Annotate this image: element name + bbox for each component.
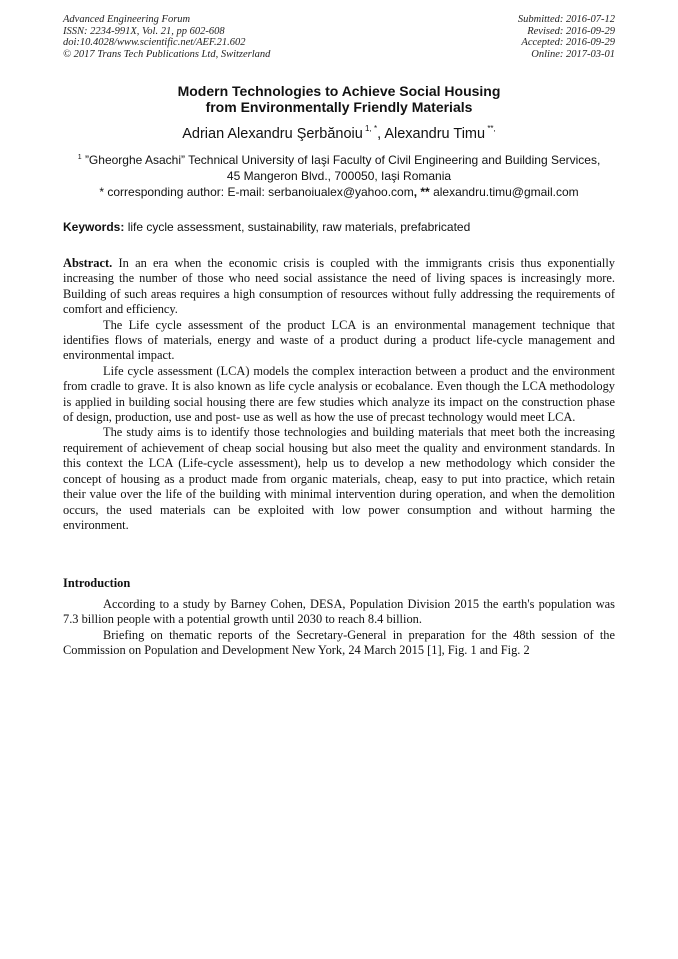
author-separator: , [377, 126, 385, 142]
title-line-1: Modern Technologies to Achieve Social Housing [177, 83, 501, 99]
abstract-paragraph-4: The study aims is to identify those technologies and building materials that meet both the increasing requirement of achievement of cheap social housing but also meet the quality and environment standards. In this context the LCA (Life-cycle assessment), help us to develop a new methodology which consider the concept of housing as a product made from organic materials, cheap, easy to put into practice, which retain their value over the life of the building with minimal intervention during operation, and when the demolition occurs, the used materials can be exploited with low power consumption and without harming the environment. [63, 425, 615, 532]
introduction-paragraph-1: According to a study by Barney Cohen, DESA, Population Division 2015 the earth's population was 7.3 billion people with a potential growth until 2030 to reach 8.4 billion. [63, 597, 615, 627]
journal-name: Advanced Engineering Forum [63, 14, 191, 25]
email-2[interactable]: alexandru.timu@gmail.com [429, 185, 579, 199]
author-2: Alexandru Timu [384, 126, 486, 142]
keywords [63, 220, 615, 234]
introduction [63, 597, 615, 659]
author-2-mark: **, [487, 124, 496, 133]
affiliation [63, 150, 615, 184]
online-date: Online: 2017-03-01 [531, 48, 615, 60]
abstract-paragraph-1: Abstract. In an era when the economic crisis is coupled with the immigrants crisis thus exponentially increasing the number of those who need social assistance the need of living spaces is increasingly more. Building of such areas requires a high consumption of resources without fully addressing the requirements of comfort and efficiency. [63, 256, 615, 317]
keywords-text: life cycle assessment, sustainability, raw materials, prefabricated [124, 220, 471, 234]
corresponding-prefix: * corresponding author: E-mail: [99, 185, 269, 199]
title-line-2: from Environmentally Friendly Materials [205, 99, 473, 115]
keywords-label: Keywords: [63, 220, 125, 234]
email-sep: , [413, 185, 421, 199]
author-1: Adrian Alexandru Şerbănoiu [182, 126, 363, 142]
author-list [63, 124, 615, 142]
abstract-label: Abstract. [63, 256, 113, 270]
journal-header-right [518, 14, 615, 60]
doi-line: doi:10.4028/www.scientific.net/AEF.21.602 [63, 37, 246, 49]
issn-line: ISSN: 2234-991X, Vol. 21, pp 602-608 [63, 25, 225, 37]
introduction-heading: Introduction [63, 576, 131, 590]
email-2-mark: ** [420, 185, 430, 199]
abstract-paragraph-2: The Life cycle assessment of the product LCA is an environmental management technique that identifies flows of materials, energy and waste of a product during a product life-cycle management and environmental impact. [63, 317, 615, 363]
affiliation-line-1: ”Gheorghe Asachi” Technical University of Iaşi Faculty of Civil Engineering and Building Services, [84, 153, 601, 167]
paper-title [63, 83, 615, 115]
affiliation-mark: 1 [77, 154, 82, 161]
abstract [63, 256, 615, 533]
author-1-mark: 1, * [365, 124, 378, 133]
introduction-paragraph-2: Briefing on thematic reports of the Secretary-General in preparation for the 48th session of the Commission on Population and Development New York, 24 March 2015 [1], Fig. 1 and Fig. 2 [63, 627, 615, 658]
abstract-paragraph-3: Life cycle assessment (LCA) models the complex interaction between a product and the environment from cradle to grave. It is also known as life cycle analysis or ecobalance. Even though the LCA methodology is applied in building social housing there are few studies which analyze its impact on the construction phase of design, production, use and post- use as well as how the use of precast technology would meet LCA. [63, 363, 615, 425]
copyright-line: © 2017 Trans Tech Publications Ltd, Switzerland [63, 48, 271, 60]
email-1[interactable]: serbanoiualex@yahoo.com [268, 185, 414, 199]
accepted-date: Accepted: 2016-09-29 [521, 37, 615, 49]
revised-date: Revised: 2016-09-29 [527, 25, 615, 37]
corresponding-author [63, 185, 615, 199]
submitted-date: Submitted: 2016-07-12 [517, 14, 615, 25]
journal-header-left [63, 14, 270, 60]
affiliation-line-2: 45 Mangeron Blvd., 700050, Iaşi Romania [226, 169, 452, 183]
